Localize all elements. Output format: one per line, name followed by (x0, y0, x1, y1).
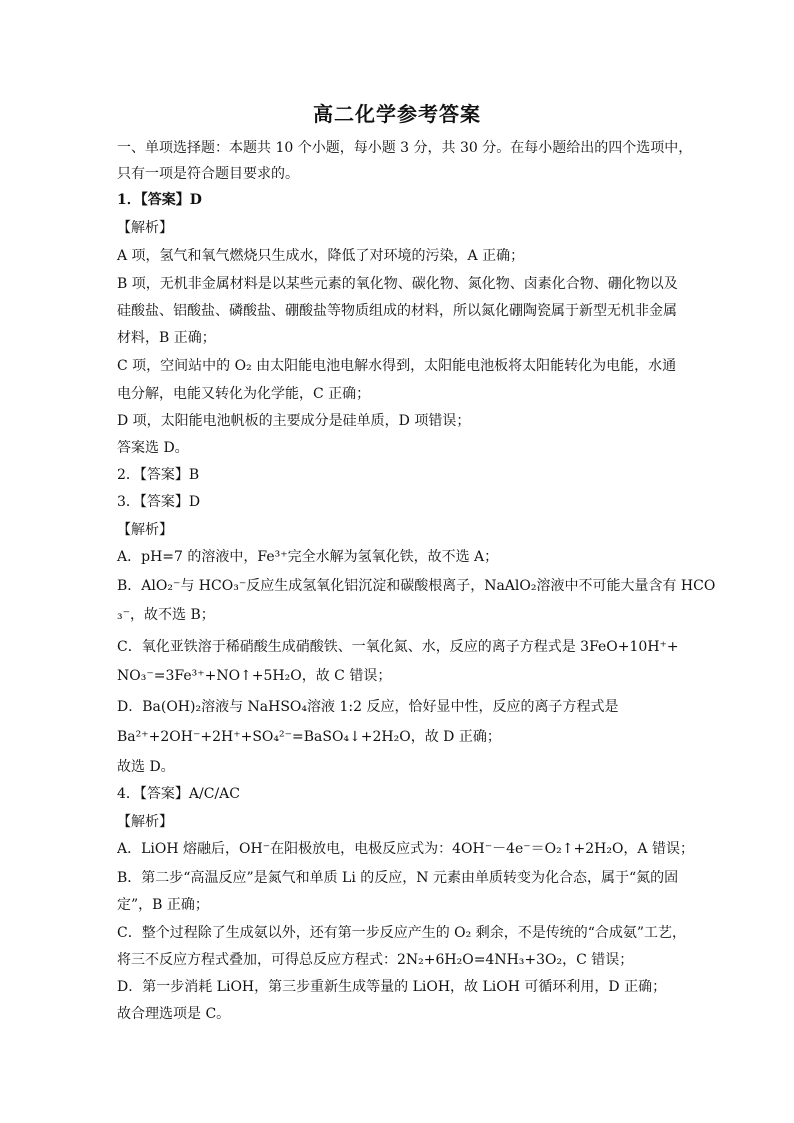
q3-option-b-cont: ₃⁻，故不选 B； (117, 607, 215, 623)
q3-option-b: B．AlO₂⁻与 HCO₃⁻反应生成氢氧化铝沉淀和碳酸根离子，NaAlO₂溶液中不可能大量含有 HCO (117, 578, 716, 594)
q4-option-b-cont: 定”，B 正确； (117, 897, 209, 913)
q1-answer: 1．【答案】D (117, 192, 202, 208)
q4-option-b: B．第二步“高温反应”是氮气和单质 Li 的反应，N 元素由单质转变为化合态，属于“氮的固 (117, 870, 679, 886)
q1-analysis-label: 【解析】 (117, 220, 173, 236)
section-heading: 一、单项选择题：本题共 10 个小题，每小题 3 分，共 30 分。在每小题给出的四个选项中， (117, 140, 693, 156)
q4-option-c: C．整个过程除了生成氨以外，还有第一步反应产生的 O₂ 剩余，不是传统的“合成氨”工艺， (117, 925, 687, 941)
q4-option-c-cont: 将三不反应方程式叠加，可得总反应方程式：2N₂+6H₂O=4NH₃+3O₂，C 错误； (117, 952, 634, 968)
q3-option-d: D．Ba(OH)₂溶液与 NaHSO₄溶液 1:2 反应，恰好显中性，反应的离子方程式是 (117, 699, 619, 715)
q1-option-b: B 项，无机非金属材料是以某些元素的氧化物、碳化物、氮化物、卤素化合物、硼化物以及 (117, 276, 678, 292)
q4-answer: 4．【答案】A/C/AC (117, 786, 240, 802)
q3-answer: 3．【答案】D (117, 494, 201, 510)
q1-conclusion: 答案选 D。 (117, 440, 189, 456)
q3-option-c: C．氧化亚铁溶于稀硝酸生成硝酸铁、一氧化氮、水，反应的离子方程式是 3FeO+10H⁺+ (117, 639, 679, 655)
q3-option-a: A．pH=7 的溶液中，Fe³⁺完全水解为氢氧化铁，故不选 A； (117, 549, 499, 565)
q3-option-c-cont: NO₃⁻=3Fe³⁺+NO↑+5H₂O，故 C 错误； (117, 668, 392, 684)
q3-analysis-label: 【解析】 (117, 522, 173, 538)
q4-option-a: A．LiOH 熔融后，OH⁻在阳极放电，电极反应式为：4OH⁻－4e⁻＝O₂↑+2H₂O，A 错误； (117, 841, 694, 857)
q3-option-d-cont: Ba²⁺+2OH⁻+2H⁺+SO₄²⁻=BaSO₄↓+2H₂O，故 D 正确； (117, 729, 501, 745)
q4-option-d: D．第一步消耗 LiOH，第三步重新生成等量的 LiOH，故 LiOH 可循环利用，D 正确； (117, 979, 667, 995)
q1-option-a: A 项，氢气和氧气燃烧只生成水，降低了对环境的污染，A 正确； (117, 248, 525, 264)
q4-conclusion: 故合理选项是 C。 (117, 1006, 231, 1022)
q1-option-c: C 项，空间站中的 O₂ 由太阳能电池电解水得到，太阳能电池板将太阳能转化为电能，水通 (117, 358, 677, 374)
page-title: 高二化学参考答案 (313, 102, 481, 126)
q1-option-c-cont: 电分解，电能又转化为化学能，C 正确； (117, 386, 371, 402)
section-heading-cont: 只有一项是符合题目要求的。 (117, 166, 299, 182)
q4-analysis-label: 【解析】 (117, 814, 173, 830)
q1-option-b-cont: 硅酸盐、铝酸盐、磷酸盐、硼酸盐等物质组成的材料，所以氮化硼陶瓷属于新型无机非金属 (117, 303, 677, 319)
q1-option-d: D 项，太阳能电池帆板的主要成分是硅单质，D 项错误； (117, 413, 471, 429)
q3-conclusion: 故选 D。 (117, 759, 175, 775)
q1-option-b-cont: 材料，B 正确； (117, 330, 216, 346)
q2-answer: 2．【答案】B (117, 467, 200, 483)
